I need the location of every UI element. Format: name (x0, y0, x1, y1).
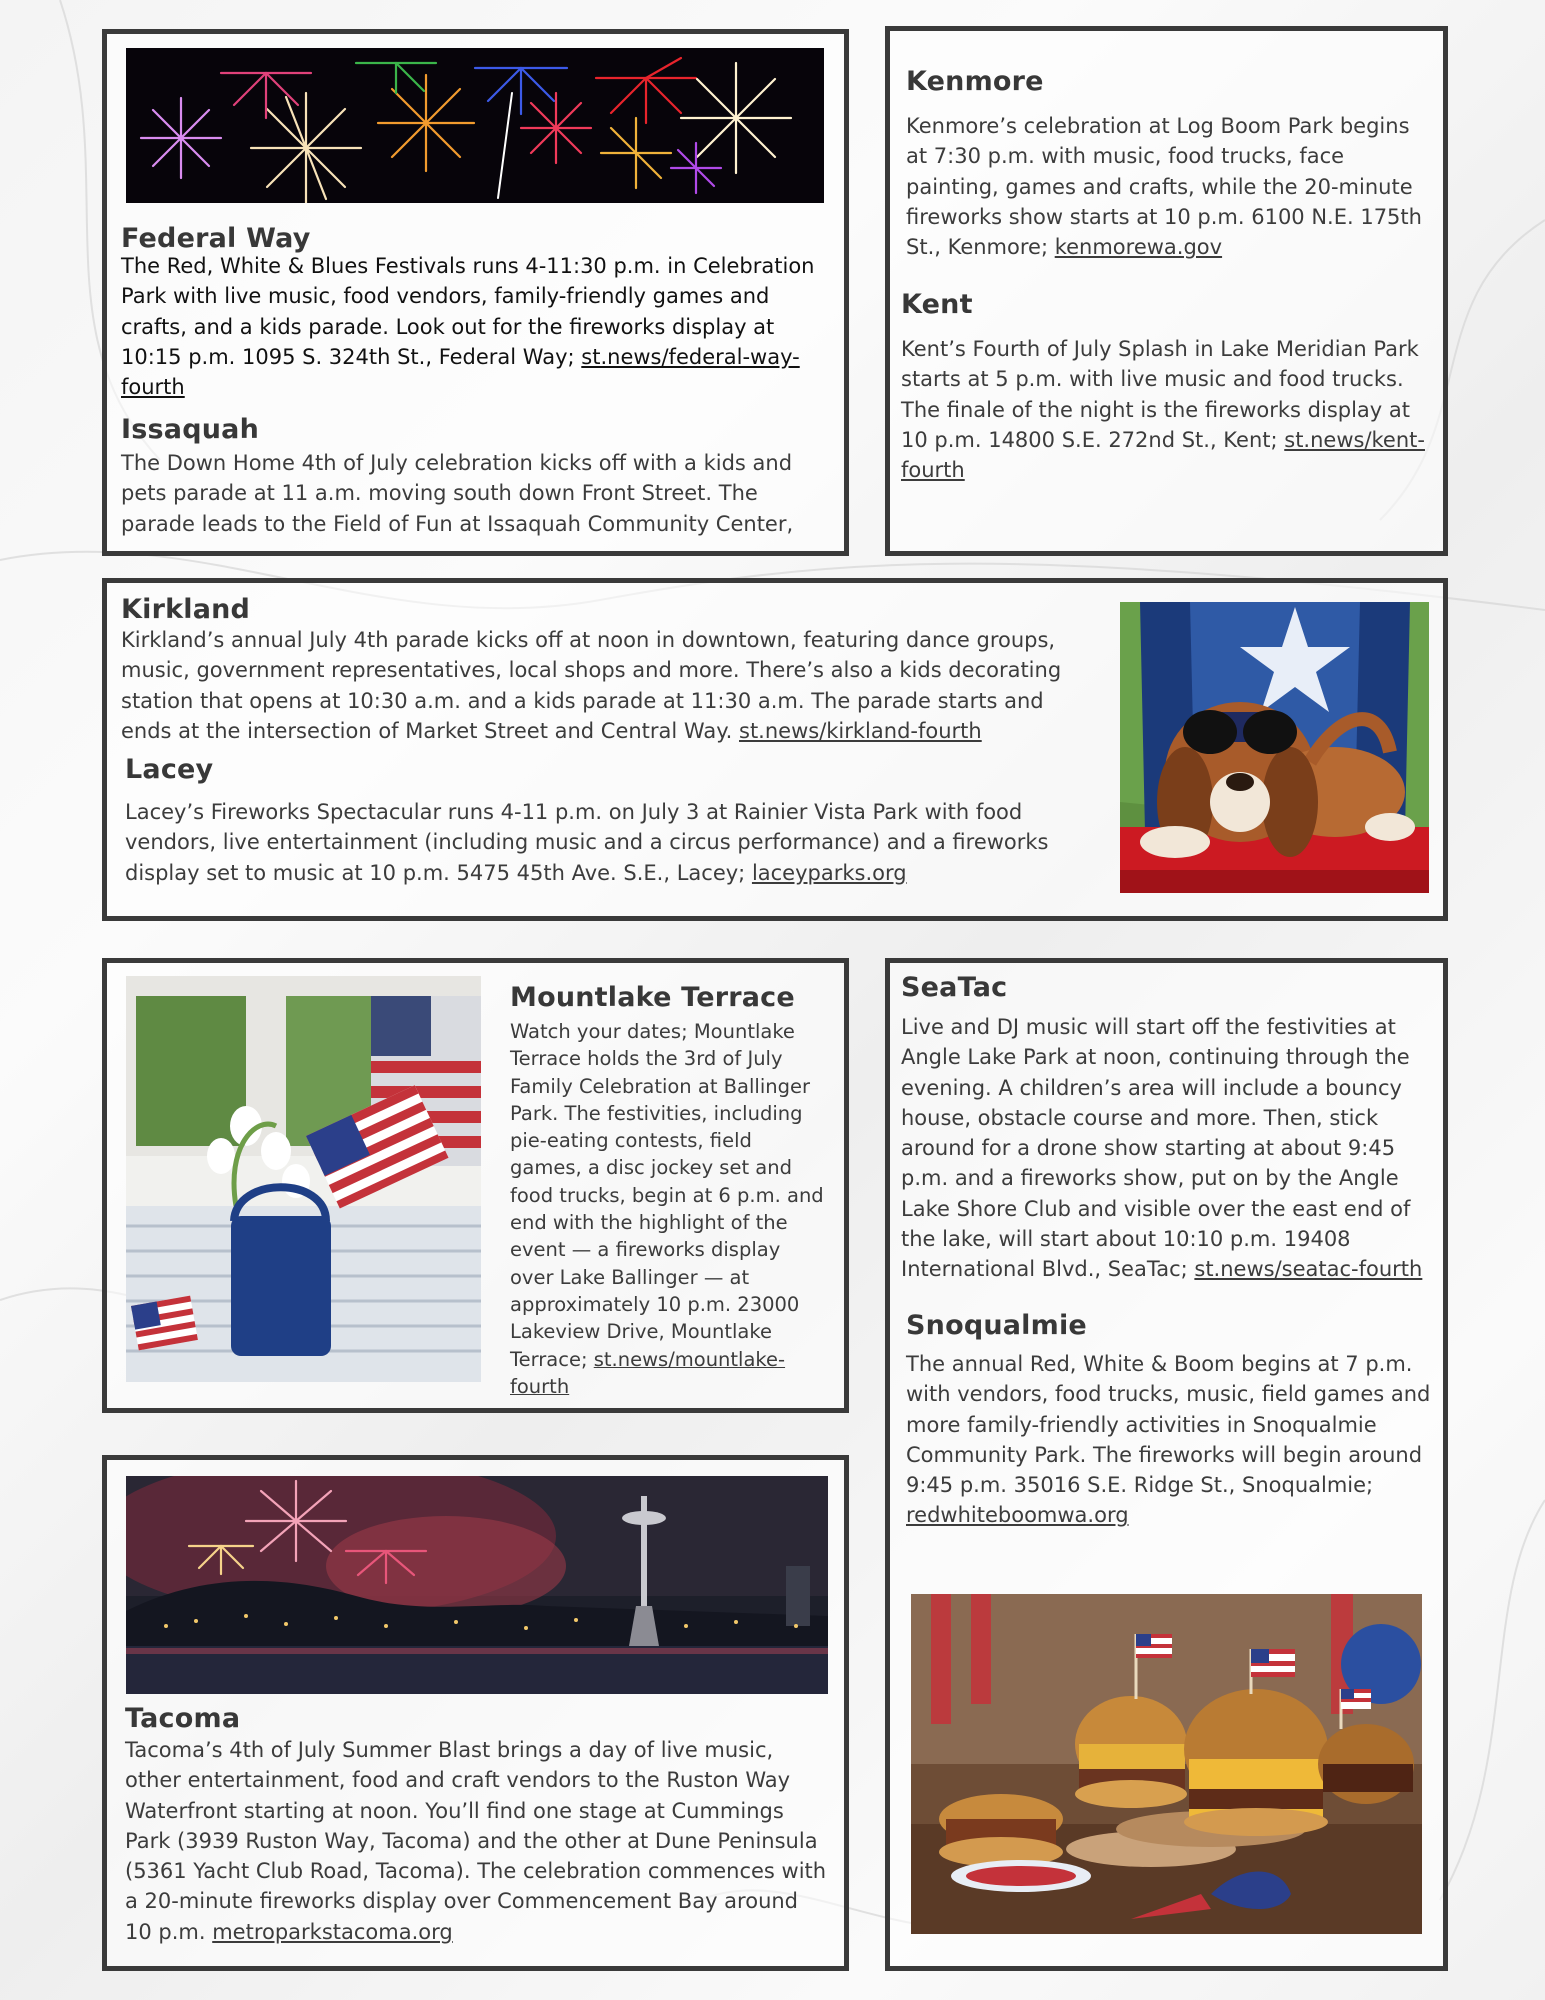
snoqualmie-link[interactable]: redwhiteboomwa.org (906, 1503, 1129, 1528)
kent-heading: Kent (901, 289, 973, 320)
seattle-skyline-fireworks-image (126, 1476, 828, 1694)
kenmore-text: Kenmore’s celebration at Log Boom Park begins at 7:30 p.m. with music, food trucks, face painting, games and crafts, while the 20-minute fireworks show starts at 10 p.m. 6100 N.E. 175th St., Kenmore; kenmorewa.gov (906, 114, 1422, 260)
burgers-flags-image (911, 1594, 1422, 1934)
lacey-link[interactable]: laceyparks.org (751, 860, 907, 885)
snoqualmie-text: The annual Red, White & Boom begins at 7 p.m. with vendors, food trucks, music, field games and more family-friendly activities in Snoqualmie Community Park. The fireworks will begin around 9:45 p.m. 35016 S.E. Ridge St., Snoqualmie; redwhiteboomwa.org (906, 1352, 1431, 1528)
federal-way-heading: Federal Way (121, 223, 311, 254)
tacoma-heading: Tacoma (125, 1703, 241, 1734)
issaquah-text: The Down Home 4th of July celebration kicks off with a kids and pets parade at 11 a.m. moving south down Front Street. The parade leads to the Field of Fun at Issaquah Community Center, (121, 451, 794, 536)
kirkland-link[interactable]: st.news/kirkland-fourth (739, 718, 982, 743)
tacoma-link[interactable]: metroparkstacoma.org (212, 1919, 453, 1944)
kirkland-heading: Kirkland (121, 594, 251, 625)
seatac-heading: SeaTac (901, 972, 1008, 1003)
seatac-text: Live and DJ music will start off the festivities at Angle Lake Park at noon, continuing through the evening. A children’s area will include a bouncy house, obstacle course and more. Then, stick around for a drone show starting at about 9:45 p.m. and a fireworks show, put on by the Angle Lake Shore Club and visible over the east end of the lake, will start about 10:10 p.m. 19408 International Blvd., SeaTac; st.news/seatac-fourth (901, 1015, 1423, 1282)
mountlake-terrace-text: Watch your dates; Mountlake Terrace holds the 3rd of July Family Celebration at Ballinger Park. The festivities, including pie-eating contests, field games, a disc jockey set and food trucks, begin at 6 p.m. and end with the highlight of the event — a fireworks display over Lake Ballinger — at approximately 10 p.m. 23000 Lakeview Drive, Mountlake Terrace; st.news/mountlake-fourth (510, 1020, 824, 1398)
seatac-link[interactable]: st.news/seatac-fourth (1194, 1257, 1423, 1282)
tacoma-text: Tacoma’s 4th of July Summer Blast brings a day of live music, other entertainment, food and craft vendors to the Ruston Way Waterfront starting at noon. You’ll find one stage at Cummings Park (3939 Ruston Way, Tacoma) and the other at Dune Peninsula (5361 Yacht Club Road, Tacoma). The celebration commences with a 20-minute fireworks display over Commencement Bay around 10 p.m. metroparkstacoma.org (125, 1738, 827, 1944)
kent-text: Kent’s Fourth of July Splash in Lake Meridian Park starts at 5 p.m. with live music and food trucks. The finale of the night is the fireworks display at 10 p.m. 14800 S.E. 272nd St., Kent; st.news/kent-fourth (901, 337, 1425, 483)
mountlake-terrace-link[interactable]: st.news/mountlake-fourth (510, 1347, 786, 1398)
basset-puppy-image (1120, 602, 1429, 893)
federal-way-text: The Red, White & Blues Festivals runs 4-11:30 p.m. in Celebration Park with live music, food vendors, family-friendly games and crafts, and a kids parade. Look out for the fireworks display at 10:15 p.m. 1095 S. 324th St., Federal Way; st.news/federal-way-fourth (121, 254, 815, 400)
mountlake-terrace-heading: Mountlake Terrace (510, 982, 795, 1013)
kent-link[interactable]: st.news/kent-fourth (901, 427, 1425, 483)
lacey-heading: Lacey (125, 754, 214, 785)
federal-way-link[interactable]: st.news/federal-way-fourth (121, 344, 800, 400)
kirkland-text: Kirkland’s annual July 4th parade kicks off at noon in downtown, featuring dance groups, music, government representatives, local shops and more. There’s also a kids decorating station that opens at 10:30 a.m. and a kids parade at 11:30 a.m. The parade starts and ends at the intersection of Market Street and Central Way. st.news/kirkland-fourth (121, 628, 1062, 743)
kenmore-link[interactable]: kenmorewa.gov (1054, 235, 1223, 260)
fireworks-banner-image (126, 48, 824, 203)
snoqualmie-heading: Snoqualmie (906, 1310, 1087, 1341)
kenmore-heading: Kenmore (906, 66, 1044, 97)
flag-tulips-table-image (126, 976, 481, 1382)
issaquah-heading: Issaquah (121, 414, 259, 445)
lacey-text: Lacey’s Fireworks Spectacular runs 4-11 p.m. on July 3 at Rainier Vista Park with food vendors, live entertainment (including music and a circus performance) and a fireworks display set to music at 10 p.m. 5475 45th Ave. S.E., Lacey; laceyparks.org (125, 800, 1049, 885)
